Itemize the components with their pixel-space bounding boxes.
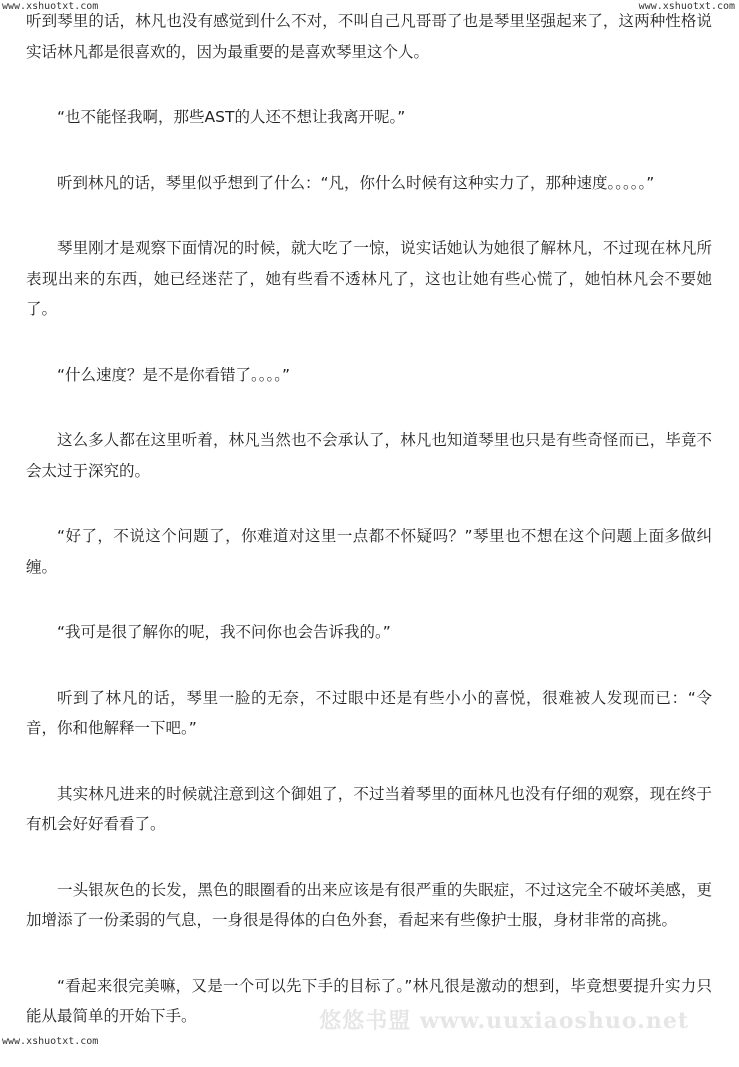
paragraph: 这么多人都在这里听着，林凡当然也不会承认了，林凡也知道琴里也只是有些奇怪而已，毕竟不会太过于深究的。 bbox=[26, 431, 712, 480]
paragraph: 一头银灰色的长发，黑色的眼圈看的出来应该是有很严重的失眠症，不过这完全不破坏美感，更加增添了一份柔弱的气息，一身很是得体的白色外套，看起来有些像护士服，身材非常的高挑。 bbox=[26, 880, 712, 929]
paragraph: 听到琴里的话，林凡也没有感觉到什么不对，不叫自己凡哥哥了也是琴里坚强起来了，这两种性格说实话林凡都是很喜欢的，因为最重要的是喜欢琴里这个人。 bbox=[26, 12, 712, 61]
paragraph: “什么速度？是不是你看错了。。。。” bbox=[57, 365, 291, 384]
paragraph: “看起来很完美嘛，又是一个可以先下手的目标了。”林凡很是激动的想到，毕竟想要提升实力只能从最简单的开始下手。 bbox=[26, 976, 712, 1025]
paragraph: “好了，不说这个问题了，你难道对这里一点都不怀疑吗？”琴里也不想在这个问题上面多做纠缠。 bbox=[26, 527, 712, 576]
paragraph: “也不能怪我啊，那些AST的人还不想让我离开呢。” bbox=[57, 108, 406, 126]
paragraph: 其实林凡进来的时候就注意到这个御姐了，不过当着琴里的面林凡也没有仔细的观察，现在终于有机会好好看看了。 bbox=[26, 784, 712, 833]
paragraph: “我可是很了解你的呢，我不问你也会告诉我的。” bbox=[57, 623, 391, 641]
paragraph: 听到了林凡的话，琴里一脸的无奈，不过眼中还是有些小小的喜悦，很难被人发现而已：“令音，你和他解释一下吧。” bbox=[26, 688, 712, 737]
document-body bbox=[26, 6, 712, 1067]
watermark-bottom-left: www.xshuotxt.com bbox=[2, 1036, 99, 1047]
paragraph: 琴里刚才是观察下面情况的时候，就大吃了一惊，说实话她认为她很了解林凡，不过现在林凡所表现出来的东西，她已经迷茫了，她有些看不透林凡了，这也让她有些心慌了，她怕林凡会不要她了。 bbox=[26, 239, 712, 318]
paragraph: 听到林凡的话，琴里似乎想到了什么：“凡，你什么时候有这种实力了，那种速度。。。。。” bbox=[57, 173, 655, 192]
watermark-top-right: www.xshuotxt.com bbox=[638, 1, 735, 12]
watermark-top-left: www.xshuotxt.com bbox=[2, 1, 99, 12]
watermark-faint: 悠悠书盟 www.uuxiaoshuo.net bbox=[319, 1008, 689, 1034]
